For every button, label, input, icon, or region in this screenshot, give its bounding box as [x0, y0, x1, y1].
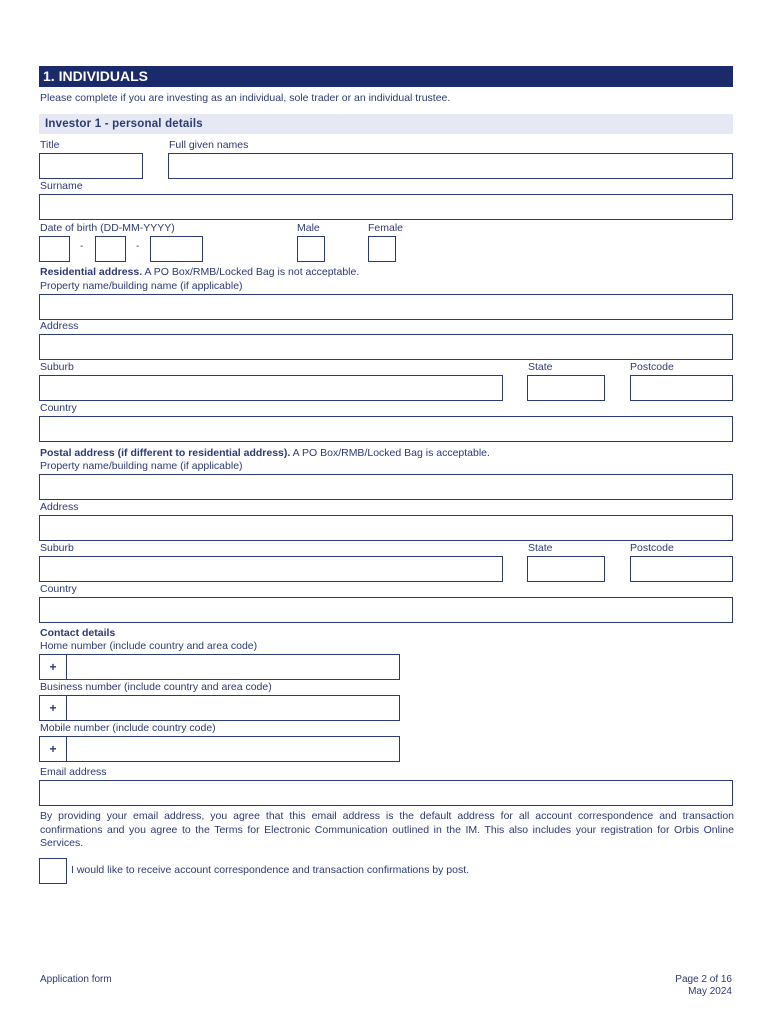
female-label: Female: [368, 222, 404, 234]
email-consent-text: By providing your email address, you agree that this email address is the default address for all account correspondence and transaction confirmations and you agree to the Terms for Electronic Communication outlined in the IM. This also includes your registration for Orbis Online Services.: [40, 810, 734, 849]
mobile-number-input[interactable]: [39, 736, 400, 762]
post-option-checkbox[interactable]: [39, 858, 67, 884]
dob-day-input[interactable]: [39, 236, 70, 262]
residential-address-input[interactable]: [39, 334, 733, 360]
postal-heading: Postal address (if different to residential address). A PO Box/RMB/Locked Bag is acceptable.: [40, 447, 490, 459]
postal-address-label: Address: [40, 501, 79, 513]
postal-postcode-label: Postcode: [630, 542, 674, 554]
postal-state-input[interactable]: [527, 556, 605, 582]
plus-prefix: +: [40, 655, 67, 679]
section-intro: Please complete if you are investing as an individual, sole trader or an individual trustee.: [40, 92, 451, 104]
residential-postcode-label: Postcode: [630, 361, 674, 373]
section-header: 1. INDIVIDUALS: [39, 66, 733, 87]
mobile-number-label: Mobile number (include country code): [40, 722, 216, 734]
email-input[interactable]: [39, 780, 733, 806]
dob-year-input[interactable]: [150, 236, 203, 262]
residential-postcode-input[interactable]: [630, 375, 733, 401]
residential-state-input[interactable]: [527, 375, 605, 401]
title-label: Title: [40, 139, 60, 151]
residential-state-label: State: [528, 361, 553, 373]
business-number-input[interactable]: [39, 695, 400, 721]
footer-page-number: Page 2 of 16: [675, 974, 732, 985]
postal-country-label: Country: [40, 583, 77, 595]
surname-label: Surname: [40, 180, 83, 192]
female-checkbox[interactable]: [368, 236, 396, 262]
postal-address-input[interactable]: [39, 515, 733, 541]
footer-date: May 2024: [688, 986, 732, 997]
post-option-label: I would like to receive account correspondence and transaction confirmations by post.: [71, 864, 470, 876]
male-label: Male: [297, 222, 320, 234]
business-number-label: Business number (include country and area code): [40, 681, 272, 693]
dob-label: Date of birth (DD-MM-YYYY): [40, 222, 175, 234]
surname-input[interactable]: [39, 194, 733, 220]
contact-heading: Contact details: [40, 627, 116, 639]
given-names-input[interactable]: [168, 153, 733, 179]
male-checkbox[interactable]: [297, 236, 325, 262]
home-number-input[interactable]: [39, 654, 400, 680]
given-names-label: Full given names: [169, 139, 249, 151]
residential-suburb-input[interactable]: [39, 375, 503, 401]
footer-form-name: Application form: [40, 974, 112, 985]
postal-state-label: State: [528, 542, 553, 554]
residential-heading: Residential address. A PO Box/RMB/Locked Bag is not acceptable.: [40, 266, 360, 278]
dob-separator: -: [136, 241, 140, 252]
residential-country-label: Country: [40, 402, 77, 414]
title-input[interactable]: [39, 153, 143, 179]
home-number-label: Home number (include country and area code): [40, 640, 258, 652]
dob-separator: -: [80, 241, 84, 252]
residential-suburb-label: Suburb: [40, 361, 74, 373]
residential-property-label: Property name/building name (if applicable): [40, 280, 243, 292]
residential-country-input[interactable]: [39, 416, 733, 442]
postal-property-input[interactable]: [39, 474, 733, 500]
postal-property-label: Property name/building name (if applicable): [40, 460, 243, 472]
email-label: Email address: [40, 766, 107, 778]
plus-prefix: +: [40, 696, 67, 720]
residential-property-input[interactable]: [39, 294, 733, 320]
dob-month-input[interactable]: [95, 236, 126, 262]
postal-postcode-input[interactable]: [630, 556, 733, 582]
postal-country-input[interactable]: [39, 597, 733, 623]
residential-address-label: Address: [40, 320, 79, 332]
postal-suburb-input[interactable]: [39, 556, 503, 582]
postal-suburb-label: Suburb: [40, 542, 74, 554]
investor-subheader: Investor 1 - personal details: [39, 114, 733, 134]
plus-prefix: +: [40, 737, 67, 761]
